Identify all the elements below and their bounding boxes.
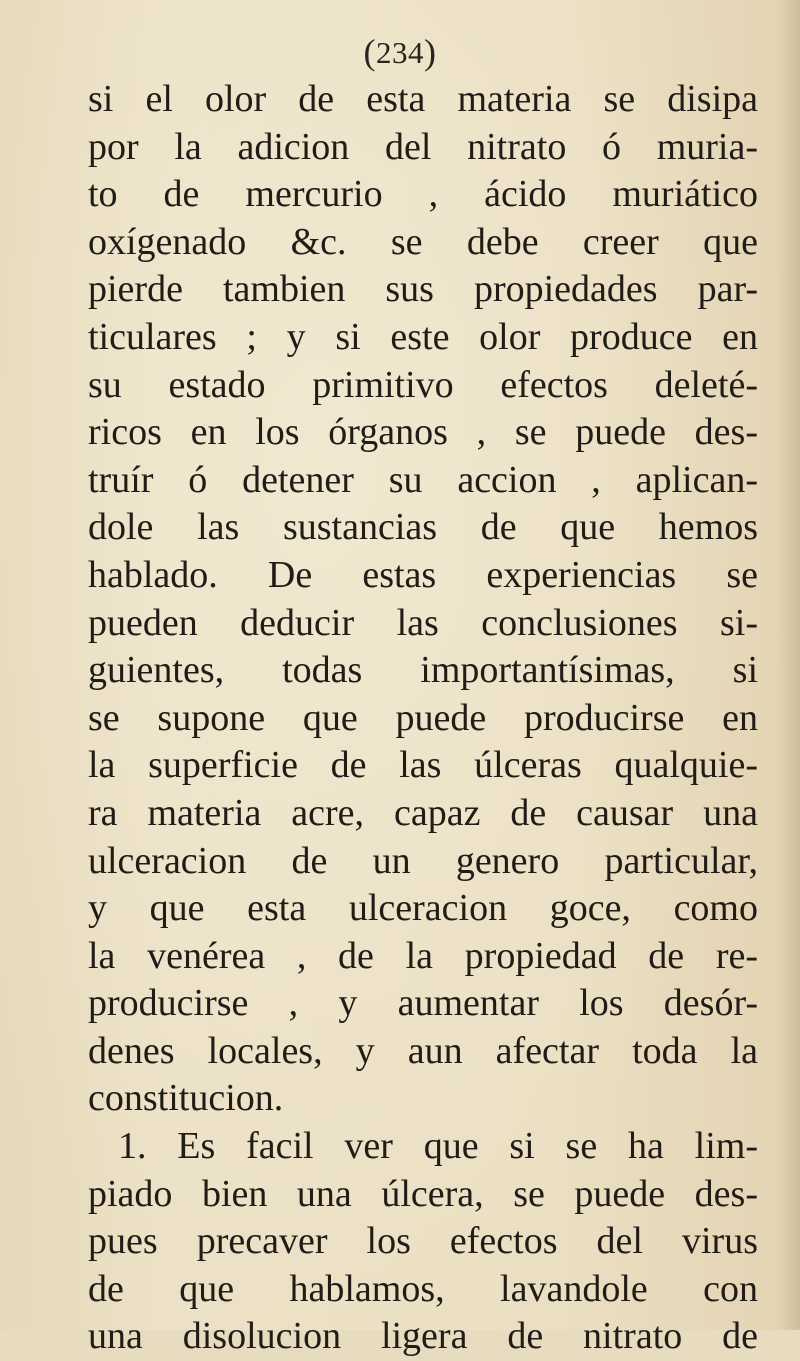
body-text (88, 76, 758, 1361)
text-line-8: ricos en los órganos , se puede des- (88, 411, 758, 454)
text-line-18: y que esta ulceracion goce, como (88, 887, 758, 930)
text-line-15: la superficie de las úlceras qualquie- (88, 744, 758, 787)
text-line-23: 1. Es facil ver que si se ha lim- (118, 1125, 758, 1168)
page-number-value: 234 (376, 35, 424, 70)
text-line-21: denes locales, y aun afectar toda la (88, 1029, 758, 1072)
text-line-25: pues precaver los efectos del virus (88, 1220, 758, 1263)
text-line-7: su estado primitivo efectos deleté- (88, 363, 758, 406)
text-line-2: por la adicion del nitrato ó muria- (88, 125, 758, 168)
text-line-5: pierde tambien sus propiedades par- (88, 268, 758, 311)
page-number-open-paren: ( (363, 32, 376, 72)
page-number-close-paren: ) (424, 32, 437, 72)
text-line-1: si el olor de esta materia se disipa (88, 78, 758, 120)
text-line-22: constitucion. (88, 1077, 284, 1120)
text-line-19: la venérea , de la propiedad de re- (88, 934, 758, 977)
text-line-6: ticulares ; y si este olor produce en (88, 315, 758, 358)
page-edge-shadow (776, 0, 800, 1330)
text-line-27: una disolucion ligera de nitrato de (88, 1315, 758, 1358)
text-line-11: hablado. De estas experiencias se (88, 553, 758, 596)
text-line-14: se supone que puede producirse en (88, 696, 758, 739)
text-line-17: ulceracion de un genero particular, (88, 839, 758, 882)
text-line-26: de que hablamos, lavandole con (88, 1267, 758, 1310)
text-line-10: dole las sustancias de que hemos (88, 506, 758, 549)
text-line-20: producirse , y aumentar los desór- (88, 982, 758, 1025)
text-line-12: pueden deducir las conclusiones si- (88, 601, 758, 644)
text-line-3: to de mercurio , ácido muriático (88, 173, 758, 216)
text-line-4: oxígenado &c. se debe creer que (88, 220, 758, 263)
text-line-9: truír ó detener su accion , aplican- (88, 458, 758, 501)
text-line-24: piado bien una úlcera, se puede des- (88, 1172, 758, 1215)
page-number (0, 32, 800, 74)
text-line-13: guientes, todas importantísimas, si (88, 649, 758, 692)
text-line-16: ra materia acre, capaz de causar una (88, 791, 758, 834)
